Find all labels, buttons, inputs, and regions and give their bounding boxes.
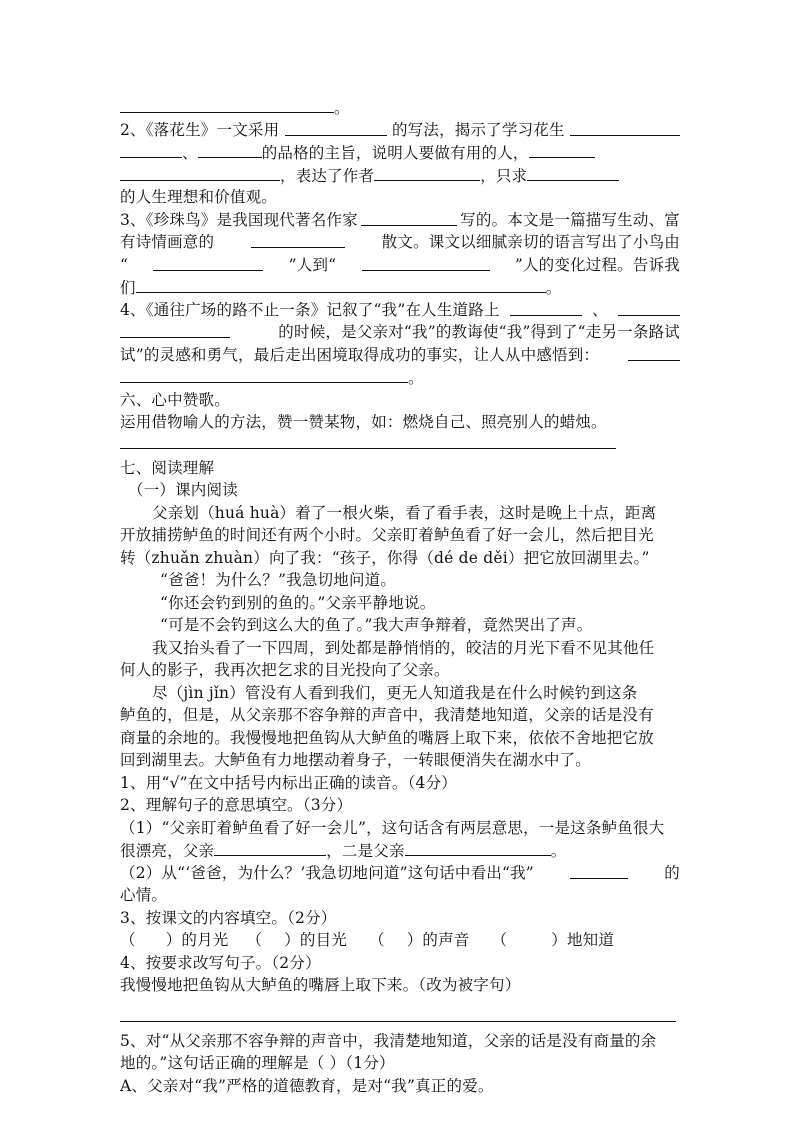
answer-blank[interactable] — [527, 164, 619, 181]
question-5-option-a: A、父亲对“我”严格的道德教育，是对“我”真正的爱。 — [120, 1076, 494, 1095]
answer-blank[interactable] — [374, 164, 480, 181]
answer-blank[interactable] — [120, 96, 334, 113]
answer-blank[interactable] — [120, 321, 230, 338]
q2-line-3: ，表达了作者 ，只求 — [120, 164, 680, 187]
section-6-answer-line[interactable] — [120, 434, 616, 449]
passage-line: 鲈鱼的，但是，从父亲那不容争辩的声音中，我清楚地知道，父亲的话是没有 — [120, 706, 654, 724]
q3-line-2: 有诗情画意的 散文。课文以细腻亲切的语言写出了小鸟由 — [120, 233, 680, 251]
q3-line-1: 3、《珍珠鸟》是我国现代著名作家 写的。本文是一篇描写生动、富 — [120, 210, 680, 229]
q4-line-2: 的时候，是父亲对“我”的教诲使“我”得到了“走另一条路试 — [120, 321, 680, 344]
question-3: 3、按课文的内容填空。（2分） — [120, 908, 337, 927]
question-5: 5、对“从父亲那不容争辩的声音中，我清楚地知道，父亲的话是没有商量的余 — [120, 1031, 657, 1050]
question-4-sentence: 我慢慢地把鱼钩从大鲈鱼的嘴唇上取下来。（改为被字句） — [120, 976, 521, 994]
answer-blank[interactable] — [214, 839, 326, 856]
answer-blank[interactable] — [153, 254, 263, 271]
q4-line-3: 试”的灵感和勇气，最后走出困境取得成功的事实，让人从中感悟到： — [120, 344, 680, 367]
question-4-answer-line[interactable] — [120, 1007, 676, 1022]
question-4: 4、按要求改写句子。（2分） — [120, 953, 321, 972]
q1-tail-line: 。 — [120, 96, 680, 119]
question-5-cont: 地的。”这句话正确的理解是（ ）（1分） — [120, 1054, 395, 1072]
q3-line-4: 们 。 — [120, 276, 680, 299]
q2-line-2: 、 的品格的主旨，说明人要做有用的人， — [120, 141, 680, 164]
passage-line: 父亲划（huá huà）着了一根火柴，看了看手表，这时是晚上十点，距离 — [152, 503, 657, 522]
q4-line-4: 。 — [120, 366, 680, 389]
passage-line: 何人的影子，我再次把乞求的目光投向了父亲。 — [120, 661, 450, 679]
passage-line: “你还会钓到别的鱼的。”父亲平静地说。 — [160, 593, 436, 612]
answer-blank[interactable] — [251, 231, 345, 248]
answer-blank[interactable] — [362, 254, 490, 271]
answer-blank[interactable] — [618, 299, 680, 316]
question-2-1: （1）“父亲盯着鲈鱼看了好一会儿”，这句话含有两层意思，一是这条鲈鱼很大 — [120, 818, 665, 837]
exam-content — [120, 96, 680, 1097]
passage-line: 尽（jìn jǐn）管没有人看到我们，更无人知道我是在什么时候钓到这条 — [152, 683, 638, 702]
q2-line-1: 2、《落花生》一文采用 的写法，揭示了学习花生 — [120, 119, 680, 142]
q2-line-4: 的人生理想和价值观。 — [120, 188, 278, 206]
answer-blank[interactable] — [361, 209, 457, 226]
answer-blank[interactable] — [120, 366, 408, 383]
passage-line: “可是不会钓到这么大的鱼了。”我大声争辩着，竟然哭出了声。 — [160, 616, 593, 634]
question-3-items: （ ）的月光 （ ）的目光 （ ）的声音 （ ）地知道 — [120, 931, 615, 949]
reading-subtitle: （一）课内阅读 — [128, 481, 238, 499]
question-2-2-end: 心情。 — [120, 886, 168, 904]
answer-blank[interactable] — [510, 299, 582, 316]
answer-blank[interactable] — [628, 344, 680, 361]
q4-line-1: 4、《通往广场的路不止一条》记叙了“我”在人生道路上 、 — [120, 299, 680, 322]
answer-blank[interactable] — [570, 119, 680, 136]
answer-blank[interactable] — [120, 141, 182, 158]
answer-blank[interactable] — [285, 119, 387, 136]
passage-line: 转（zhuǎn zhuàn）向了我：“孩子，你得（dé de děi）把它放回湖里去。” — [120, 548, 650, 567]
question-2-2: （2）从“‘爸爸，为什么？’我急切地问道”这句话中看出“我” 的 — [120, 863, 680, 882]
passage-line: “爸爸！为什么？”我急切地问道。 — [160, 571, 397, 589]
question-2: 2、理解句子的意思填空。（3分） — [120, 796, 353, 814]
answer-blank[interactable] — [570, 862, 628, 879]
answer-blank[interactable] — [120, 164, 280, 181]
question-1: 1、用“√”在文中括号内标出正确的读音。（4分） — [120, 773, 457, 792]
passage-line: 我又抬头看了一下四周，到处都是静悄悄的，皎洁的月光下看不见其他任 — [152, 638, 655, 657]
section-7-title: 七、阅读理解 — [120, 458, 215, 477]
q3-line-3: “ ”人到“ ”人的变化过程。告诉我 — [120, 255, 680, 274]
passage-line: 回到湖里去。大鲈鱼有力地摆动着身子，一转眼便消失在湖水中了。 — [120, 751, 592, 769]
passage-line: 商量的余地的。我慢慢地把鱼钩从大鲈鱼的嘴唇上取下来，依依不舍地把它放 — [120, 728, 654, 747]
passage-line: 开放捕捞鲈鱼的时间还有两个小时。父亲盯着鲈鱼看了好一会儿，然后把目光 — [120, 526, 654, 544]
question-2-1-blanks: 很漂亮，父亲 ，二是父亲 。 — [120, 839, 680, 862]
section-6-title: 六、心中赞歌。 — [120, 390, 230, 409]
section-6-instruction: 运用借物喻人的方法，赞一赞某物，如：燃烧自己、照亮别人的蜡烛。 — [120, 413, 607, 431]
answer-blank[interactable] — [136, 276, 546, 293]
answer-blank[interactable] — [529, 141, 595, 158]
answer-blank[interactable] — [405, 839, 551, 856]
answer-blank[interactable] — [198, 141, 262, 158]
